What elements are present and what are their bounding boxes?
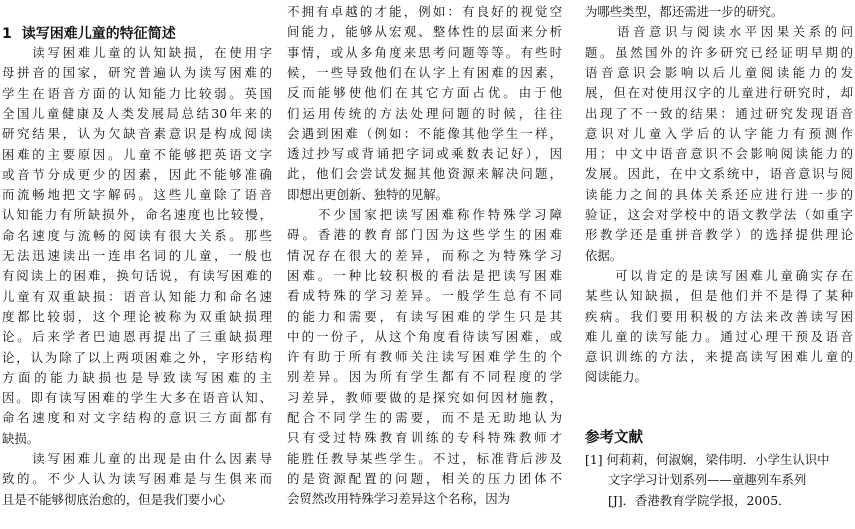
- text-line: 某些认知缺损，但是他们并不是得了某种: [585, 288, 853, 304]
- text-line: 间能力，能够从宏观、整体性的层面来分析: [287, 24, 562, 40]
- text-line: 因。即有读写困难的学生大多在语音认知、: [2, 390, 272, 406]
- text-line: 不拥有卓越的才能，例如：有良好的视觉空: [287, 4, 562, 19]
- text-line: 用；中文中语音意识不会影响阅读能力的: [585, 146, 853, 162]
- text-line: 会贸然改用特殊学习差异这个名称，因为: [287, 491, 511, 507]
- text-line: 只有受过特殊教育训练的专科特殊教师才: [287, 430, 562, 446]
- text-line: 会遇到困难（例如：不能像其他学生一样，: [287, 125, 562, 141]
- section-number: 1: [2, 26, 12, 42]
- text-line: 意识训练的方法，来提高读写困难儿童的: [585, 349, 853, 365]
- text-line: 此，他们会尝试发掘其他资源来解决问题，: [287, 166, 562, 182]
- text-line: 意识对儿童入学后的认字能力有预测作: [585, 125, 853, 141]
- text-line: 学生在语音方面的认知能力比较弱。英国: [2, 85, 272, 101]
- text-line: 无法迅速读出一连串名词的儿童，一般也: [2, 248, 272, 263]
- text-line: 读写困难儿童的认知缺损，在使用字: [2, 45, 272, 60]
- text-line: 出现了不一致的结果：通过研究发现语音: [585, 105, 853, 121]
- text-line: 认知能力有所缺损外，命名速度也比较慢，: [2, 207, 272, 223]
- text-line: 不少国家把读写困难称作特殊学习障: [287, 207, 562, 222]
- text-line: 难儿童的读写能力。通过心理干预及语音: [585, 328, 853, 344]
- text-line: 缺损。: [2, 430, 40, 446]
- text-line: 命名速度和对文字结构的意识三方面都有: [2, 410, 272, 426]
- text-line: 全国儿童健康及人类发展局总结30年来的: [2, 105, 272, 121]
- text-line: 反而能够使他们在其它方面占优。由于他: [287, 85, 562, 101]
- text-line: 们运用传统的方法处理问题的时候，往往: [287, 105, 562, 121]
- text-line: 配合不同学生的需要，而不是无助地认为: [287, 410, 562, 425]
- text-line: 母拼音的国家，研究普遍认为读写困难的: [2, 65, 272, 81]
- text-line: 困难的主要原因。儿童不能够把英语文字: [2, 146, 272, 162]
- references-heading: 参考文献: [585, 430, 643, 446]
- reference-line: 文字学习计划系列——童趣列车系列: [608, 472, 807, 488]
- text-line: 语音意识与阅读水平因果关系的问: [585, 24, 853, 40]
- text-line: 命名速度与流畅的阅读有很大关系。那些: [2, 227, 272, 243]
- text-line: 习差异，教师要做的是探究如何因材施教，: [287, 389, 562, 405]
- text-line: 研究结果，认为欠缺音素意识是构成阅读: [2, 126, 272, 142]
- text-line: 语音意识会影响以后儿童阅读能力的发: [585, 64, 853, 80]
- section-title: 读写困难儿童的特征简述: [21, 26, 176, 42]
- reference-line: [J]．香港教育学院学报，2005．: [608, 492, 791, 508]
- text-line: 发展。因此，在中文系统中，语音意识与阅: [585, 166, 853, 182]
- text-line: 情况存在很大的差异，而称之为特殊学习: [287, 247, 562, 263]
- text-line: 读写困难儿童的出现是由什么因素导: [2, 451, 272, 466]
- text-line: 依据。: [585, 247, 623, 263]
- text-line: 候，一些导致他们在认字上有困难的因素，: [287, 64, 562, 80]
- text-line: 验证，这会对学校中的语文教学法（如重字: [585, 207, 853, 222]
- text-line: 而流畅地把文字解码。这些儿童除了语音: [2, 187, 272, 203]
- text-line: 别差异。因为所有学生都有不同程度的学: [287, 369, 562, 385]
- text-line: 有阅读上的困难，换句话说，有读写困难的: [2, 268, 272, 284]
- text-line: 读能力之间的具体关系还应进行进一步的: [585, 186, 853, 202]
- text-line: 碍。香港的教育部门因为这些学生的困难: [287, 227, 562, 243]
- text-line: 看成特殊的学习差异。一般学生总有不同: [287, 288, 562, 304]
- text-line: 度都比较弱，这个理论被称为双重缺损理: [2, 308, 272, 324]
- reference-text: 何莉莉，何淑娴，梁伟明．小学生认识中: [606, 452, 830, 467]
- text-line: 许有助于所有教师关注读写困难学生的个: [287, 349, 562, 365]
- text-line: 困难。一种比较积极的看法是把读写困难: [287, 267, 562, 283]
- text-line: 展，但在对使用汉字的儿童进行研究时，却: [585, 85, 853, 101]
- text-line: 为哪些类型，都还需进一步的研究。: [585, 4, 784, 19]
- text-line: 阅读能力。: [585, 369, 647, 385]
- text-line: 事情，或从多角度来思考问题等等。有些时: [287, 44, 562, 60]
- text-line: 中的一份子，从这个角度看待读写困难，或: [287, 328, 562, 344]
- text-line: 的能力和需要，有读写困难的学生只是其: [287, 308, 562, 324]
- reference-label: [1]: [585, 452, 607, 467]
- text-line: 题。虽然国外的许多研究已经证明早期的: [585, 44, 853, 60]
- text-line: 论。后来学者巴迪恩再提出了三重缺损理: [2, 329, 272, 345]
- text-line: 儿童有双重缺损：语音认知能力和命名速: [2, 288, 272, 304]
- reference-line: [585, 450, 853, 470]
- section-heading: [2, 24, 176, 44]
- text-line: 或音节分成更少的因素，因此不能够准确: [2, 166, 272, 182]
- text-line: 形教学还是重拼音教学）的选择提供理论: [585, 227, 853, 243]
- text-line: 方面的能力缺损也是导致读写困难的主: [2, 369, 272, 385]
- text-line: 致的。不少人认为读写困难是与生俱来而: [2, 471, 272, 487]
- text-line: 即想出更创新、独特的见解。: [287, 186, 449, 202]
- text-line: 透过抄写或背诵把字词或乘数表记好），因: [287, 146, 562, 162]
- text-line: 且是不能够彻底治愈的，但是我们要小心: [2, 491, 226, 507]
- text-line: 疾病。我们要用积极的方法来改善读写困: [585, 308, 853, 324]
- text-line: 能胜任教导某些学生。不过，标准背后涉及: [287, 450, 562, 466]
- text-line: 的是资源配置的问题，相关的压力团体不: [287, 470, 562, 486]
- text-line: 可以肯定的是读写困难儿童确实存在: [585, 267, 853, 283]
- text-line: 论，认为除了以上两项困难之外，字形结构: [2, 349, 272, 365]
